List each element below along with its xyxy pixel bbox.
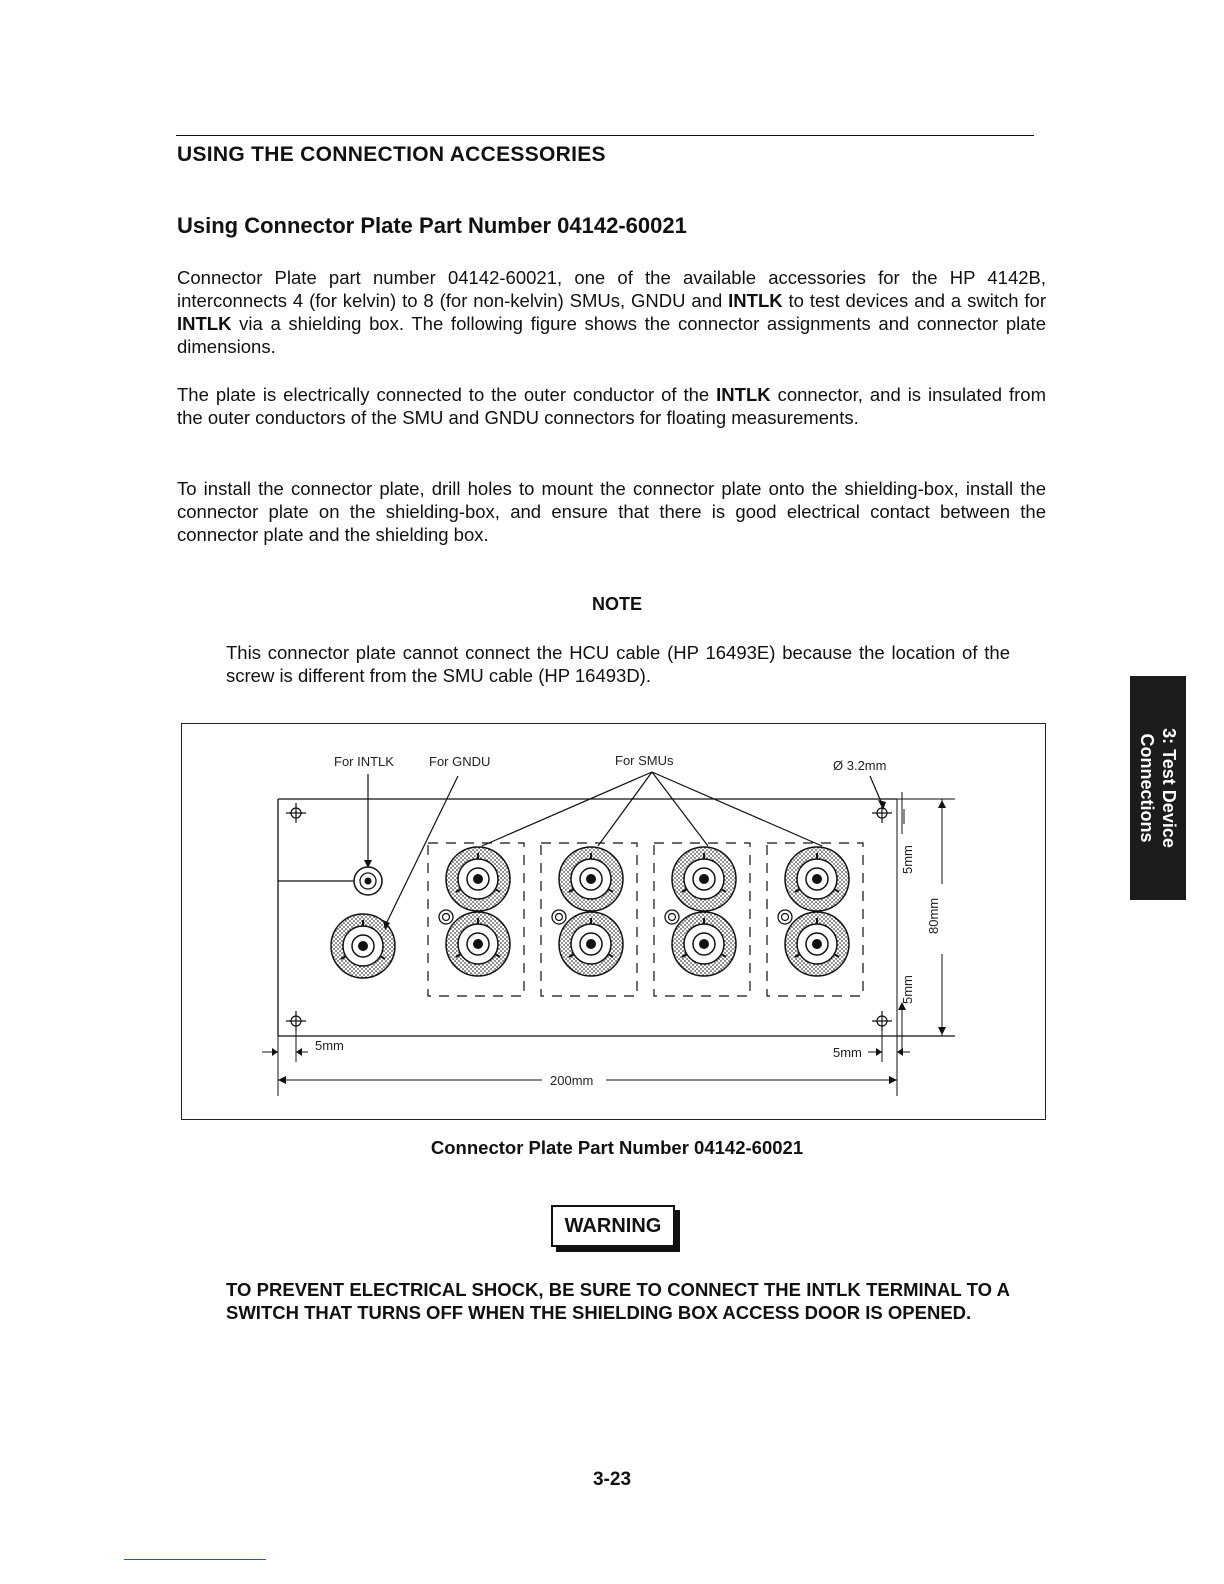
intlk-term: INTLK (728, 290, 783, 311)
smu-group (541, 843, 637, 996)
chapter-tab-title: 3: Test Device (1159, 728, 1179, 848)
label-smus: For SMUs (615, 753, 674, 768)
smu-connector-icon (672, 912, 736, 976)
connector-plate-diagram (182, 724, 1047, 1121)
warning-text: TO PREVENT ELECTRICAL SHOCK, BE SURE TO CONNECT THE INTLK TERMINAL TO A SWITCH THAT TURNS OFF WHEN THE SHIELDING BOX ACCESS DOOR IS OPENED. (226, 1279, 1010, 1323)
note-title: NOTE (591, 594, 642, 614)
top-rule (176, 135, 1034, 136)
label-intlk: For INTLK (334, 754, 394, 769)
smu-connector-icon (672, 847, 736, 911)
dim-5mm-top: 5mm (900, 845, 915, 874)
sense-connector-icon (665, 910, 679, 924)
figure-caption: Connector Plate Part Number 04142-60021 (430, 1137, 804, 1158)
smu-group (767, 843, 863, 996)
connector-plate-figure (181, 723, 1046, 1120)
mounting-hole-icon (286, 803, 306, 823)
paragraph-install: To install the connector plate, drill holes to mount the connector plate onto the shielding-box, install the connector plate on the shielding-box, and ensure that there is good electrical contact between the connector plate and the shielding box. (177, 478, 1046, 545)
footer-rule (124, 1559, 266, 1560)
section-title: USING THE CONNECTION ACCESSORIES (177, 143, 606, 166)
smu-connector-icon (446, 847, 510, 911)
smu-group (654, 843, 750, 996)
smu-connector-icon (559, 912, 623, 976)
label-hole-diameter: Ø 3.2mm (833, 758, 887, 773)
intlk-term: INTLK (177, 313, 232, 334)
dim-5mm-bottom: 5mm (900, 975, 915, 1004)
dim-80mm: 80mm (926, 897, 941, 934)
intlk-term: INTLK (716, 384, 771, 405)
page-number: 3-23 (592, 1469, 632, 1490)
paragraph-intro: Connector Plate part number 04142-60021, one of the available accessories for the HP 4142B, interconnects 4 (for kelvin) to 8 (for non-kelvin) SMUs, GNDU and INTLK to test devices and a switch for INTLK via a shielding box. The following figure shows the connector assignments and connector plate dimensions. (177, 267, 1046, 357)
note-text: This connector plate cannot connect the HCU cable (HP 16493E) because the location of the screw is different from the SMU cable (HP 16493D). (226, 642, 1010, 686)
dim-5mm-right: 5mm (833, 1045, 862, 1060)
warning-badge: WARNING (551, 1205, 675, 1247)
paragraph-electrical: The plate is electrically connected to the outer conductor of the INTLK connector, and is insulated from the outer conductors of the SMU and GNDU connectors for floating measurements. (177, 384, 1046, 428)
sense-connector-icon (439, 910, 453, 924)
smu-connector-icon (446, 912, 510, 976)
smu-connector-icon (559, 847, 623, 911)
chapter-tab[interactable] (1130, 676, 1186, 900)
smu-connector-icon (785, 847, 849, 911)
smu-connector-icon (785, 912, 849, 976)
subsection-title: Using Connector Plate Part Number 04142-60021 (177, 213, 687, 238)
smu-group (428, 843, 524, 996)
label-gndu: For GNDU (429, 754, 491, 769)
dim-200mm: 200mm (550, 1073, 594, 1088)
sense-connector-icon (778, 910, 792, 924)
dim-5mm-left: 5mm (315, 1038, 344, 1053)
mounting-hole-icon (286, 1011, 306, 1031)
mounting-hole-icon (872, 1011, 892, 1031)
chapter-tab-subtitle: Connections (1137, 733, 1157, 843)
sense-connector-icon (552, 910, 566, 924)
